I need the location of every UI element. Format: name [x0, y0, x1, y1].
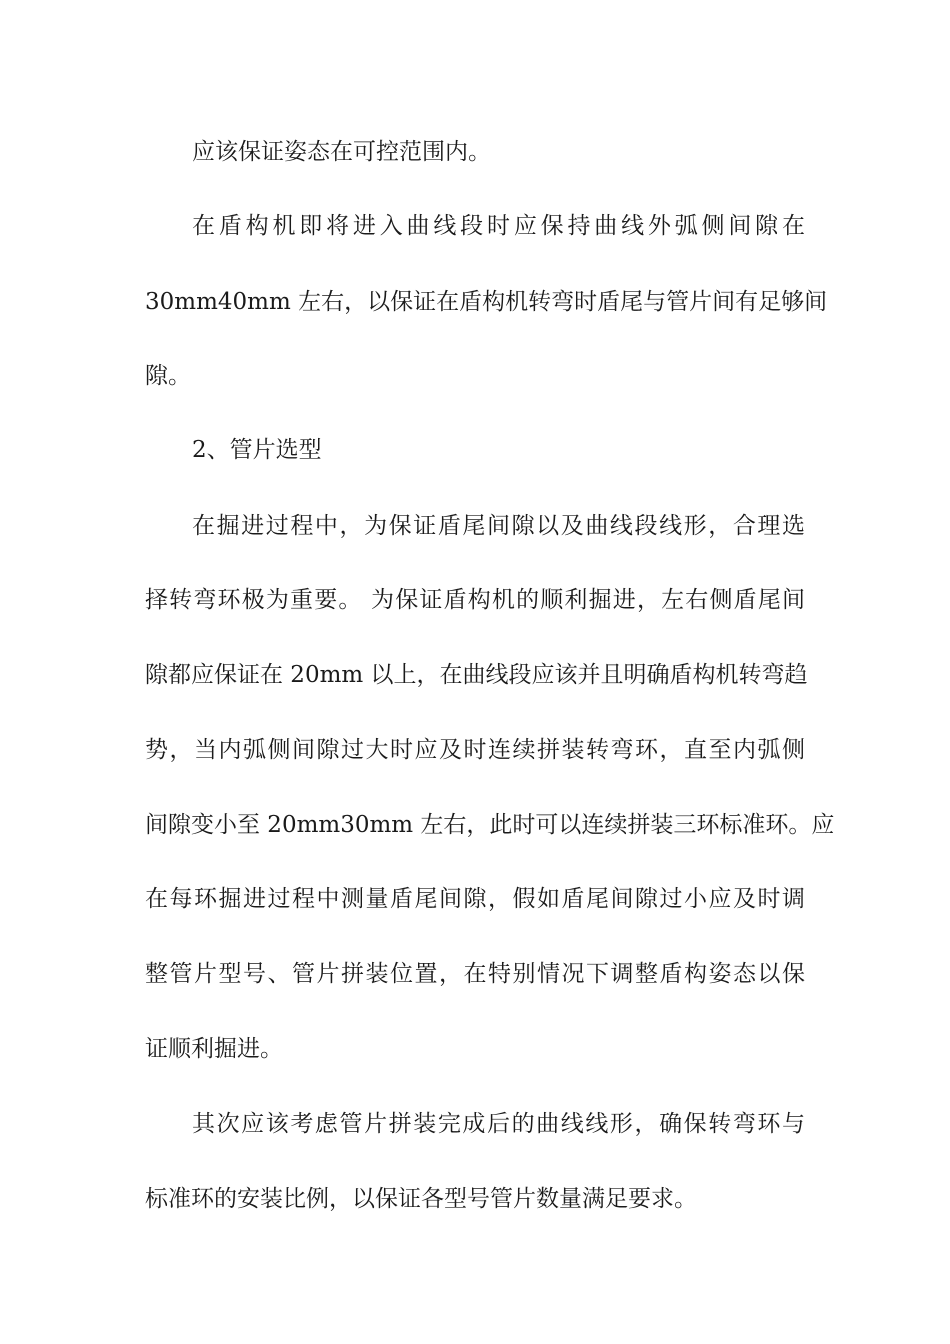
- paragraph-line: 隙都应保证在 20mm 以上，在曲线段应该并且明确盾构机转弯趋: [145, 662, 808, 688]
- paragraph-line: 在每环掘进过程中测量盾尾间隙，假如盾尾间隙过小应及时调: [145, 886, 805, 912]
- paragraph-line: 其次应该考虑管片拼装完成后的曲线线形，确保转弯环与: [192, 1111, 805, 1137]
- paragraph-line: 间隙变小至 20mm30mm 左右，此时可以连续拼装三环标准环。应: [145, 812, 835, 838]
- paragraph-line: 应该保证姿态在可控范围内。: [192, 139, 491, 165]
- paragraph-line: 势，当内弧侧间隙过大时应及时连续拼装转弯环，直至内弧侧: [145, 737, 805, 763]
- paragraph-line: 隙。: [145, 363, 191, 389]
- paragraph-line: 在掘进过程中，为保证盾尾间隙以及曲线段线形，合理选: [192, 513, 805, 539]
- paragraph-line: 在盾构机即将进入曲线段时应保持曲线外弧侧间隙在: [192, 213, 805, 239]
- paragraph-line: 择转弯环极为重要。 为保证盾构机的顺利掘进，左右侧盾尾间: [145, 587, 805, 613]
- paragraph-line: 整管片型号、管片拼装位置，在特别情况下调整盾构姿态以保: [145, 961, 805, 987]
- paragraph-line: 30mm40mm 左右，以保证在盾构机转弯时盾尾与管片间有足够间: [145, 289, 828, 315]
- paragraph-line: 证顺利掘进。: [145, 1036, 283, 1062]
- section-heading: 2、管片选型: [192, 437, 322, 463]
- paragraph-line: 标准环的安装比例，以保证各型号管片数量满足要求。: [145, 1186, 697, 1212]
